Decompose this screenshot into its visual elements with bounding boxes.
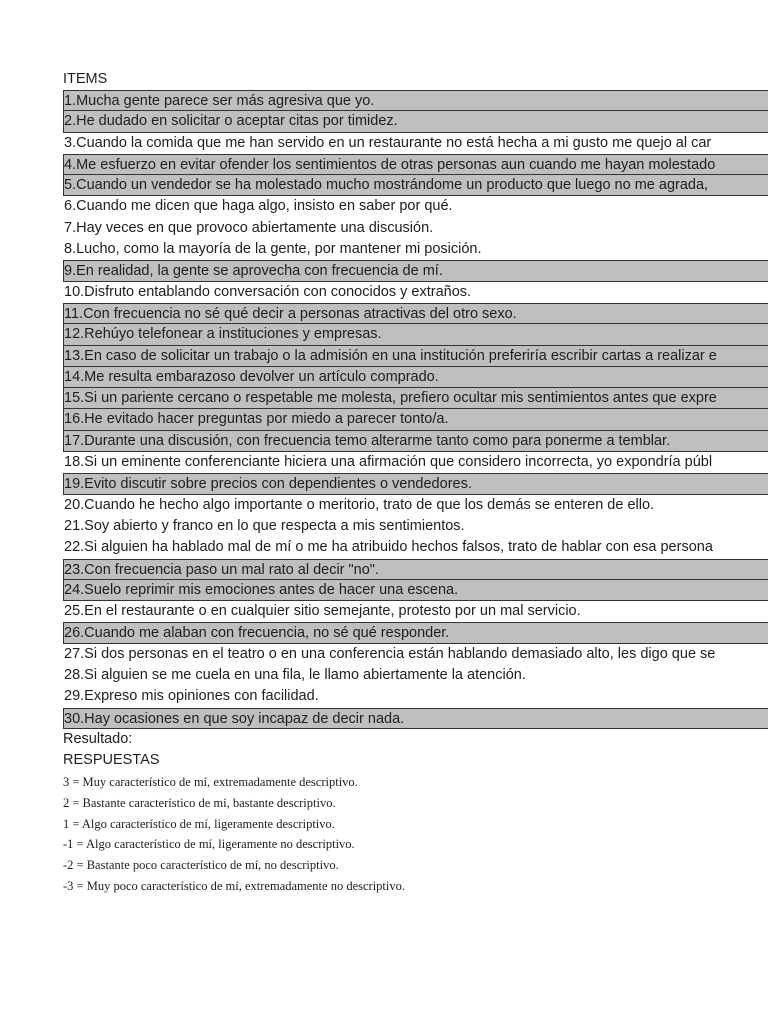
item-row-21: 21.Soy abierto y franco en lo que respecta a mis sentimientos.	[64, 517, 465, 534]
item-row-13: 13.En caso de solicitar un trabajo o la admisión en una institución preferiría escribir cartas a realizar e	[63, 346, 768, 367]
item-row-15: 15.Si un pariente cercano o respetable me molesta, prefiero ocultar mis sentimientos antes que expre	[63, 388, 768, 409]
responses-scale	[63, 772, 768, 897]
items-list	[63, 90, 768, 729]
item-row-14: 14.Me resulta embarazoso devolver un artículo comprado.	[63, 367, 768, 388]
questionnaire-sheet	[63, 69, 768, 897]
item-row-1: 1.Mucha gente parece ser más agresiva que yo.	[63, 90, 768, 111]
item-row-25: 25.En el restaurante o en cualquier sitio semejante, protesto por un mal servicio.	[64, 603, 581, 620]
item-row-3: 3.Cuando la comida que me han servido en un restaurante no está hecha a mi gusto me quejo al car	[64, 134, 712, 151]
item-row-20: 20.Cuando he hecho algo importante o meritorio, trato de que los demás se enteren de ello.	[64, 496, 655, 513]
item-row-27: 27.Si dos personas en el teatro o en una conferencia están hablando demasiado alto, les digo que se	[64, 645, 716, 662]
item-row-29: 29.Expreso mis opiniones con facilidad.	[64, 688, 319, 705]
item-row-6: 6.Cuando me dicen que haga algo, insisto en saber por qué.	[64, 198, 453, 215]
item-row-7: 7.Hay veces en que provoco abiertamente una discusión.	[64, 219, 434, 236]
response-scale-item-5: -2 = Bastante poco característico de mí, no descriptivo.	[63, 858, 339, 873]
item-row-12: 12.Rehúyo telefonear a instituciones y empresas.	[63, 324, 768, 345]
item-row-16: 16.He evitado hacer preguntas por miedo a parecer tonto/a.	[63, 409, 768, 430]
item-row-22: 22.Si alguien ha hablado mal de mí o me ha atribuido hechos falsos, trato de hablar con esa persona	[64, 539, 713, 556]
response-scale-item-6: -3 = Muy poco característico de mí, extremadamente no descriptivo.	[63, 878, 405, 893]
item-row-30: 30.Hay ocasiones en que soy incapaz de decir nada.	[63, 708, 768, 729]
item-row-19: 19.Evito discutir sobre precios con dependientes o vendedores.	[63, 473, 768, 494]
response-scale-item-1: 3 = Muy característico de mí, extremadamente descriptivo.	[63, 774, 358, 789]
item-row-26: 26.Cuando me alaban con frecuencia, no sé qué responder.	[63, 622, 768, 643]
response-scale-item-2: 2 = Bastante característico de mí, bastante descriptivo.	[63, 795, 336, 810]
item-row-4: 4.Me esfuerzo en evitar ofender los sentimientos de otras personas aun cuando me hayan molestado	[63, 154, 768, 175]
response-scale-item-4: -1 = Algo característico de mí, ligeramente no descriptivo.	[63, 837, 355, 852]
item-row-10: 10.Disfruto entablando conversación con conocidos y extraños.	[64, 283, 472, 300]
responses-title: RESPUESTAS	[63, 751, 160, 768]
item-row-18: 18.Si un eminente conferenciante hiciera una afirmación que considero incorrecta, yo expondría públ	[64, 454, 713, 471]
item-row-24: 24.Suelo reprimir mis emociones antes de hacer una escena.	[63, 580, 768, 601]
item-row-9: 9.En realidad, la gente se aprovecha con frecuencia de mí.	[63, 260, 768, 281]
item-row-2: 2.He dudado en solicitar o aceptar citas por timidez.	[63, 111, 768, 132]
item-row-8: 8.Lucho, como la mayoría de la gente, por mantener mi posición.	[64, 241, 482, 258]
item-row-17: 17.Durante una discusión, con frecuencia temo alterarme tanto como para ponerme a temblar.	[63, 431, 768, 452]
item-row-5: 5.Cuando un vendedor se ha molestado mucho mostrándome un producto que luego no me agrada,	[63, 175, 768, 196]
item-row-11: 11.Con frecuencia no sé qué decir a personas atractivas del otro sexo.	[63, 303, 768, 324]
items-header: ITEMS	[63, 71, 108, 87]
response-scale-item-3: 1 = Algo característico de mí, ligeramente descriptivo.	[63, 816, 335, 831]
item-row-28: 28.Si alguien se me cuela en una fila, le llamo abiertamente la atención.	[64, 667, 526, 684]
result-label: Resultado:	[63, 730, 133, 747]
item-row-23: 23.Con frecuencia paso un mal rato al decir "no".	[63, 559, 768, 580]
